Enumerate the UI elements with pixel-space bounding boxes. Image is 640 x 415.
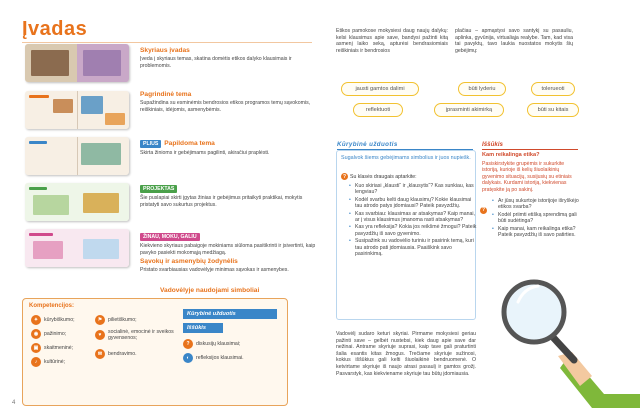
section-zinau-moku-galiu bbox=[140, 233, 320, 256]
list-item: • Kuo skiriasi „klausti“ ir „klausytis“? Kas sunkiau, kas lengviau? bbox=[355, 183, 477, 196]
monitor-icon: ▣ bbox=[31, 343, 41, 353]
issukis-underline bbox=[482, 149, 578, 150]
kurybine-box bbox=[336, 150, 476, 320]
magnifying-glass-icon bbox=[500, 268, 640, 408]
section-pagrindine-tema bbox=[140, 91, 320, 113]
intro-text-col2: plačiau – apmąstysi savo santykį su pasauliu, aplinka, gyvūnija, virtualiąja realybe. Tam, kad visa tai pavyktų, tavo laukia nuostatos mokytis šių gebėjimų: bbox=[455, 28, 573, 54]
competency-item: ♪ kultūrinė; bbox=[31, 357, 65, 367]
section-title: Sąvokų ir asmenybių žodynėlis bbox=[140, 258, 238, 265]
section-zodynelis bbox=[140, 258, 320, 274]
page-title: Įvadas bbox=[22, 18, 88, 40]
lightbulb-icon: ✦ bbox=[31, 315, 41, 325]
skill-pill: būti lyderiu bbox=[458, 82, 506, 96]
skill-pill: tolerueoti bbox=[531, 82, 575, 96]
section-text: Supažindina su esminėmis bendrosios etikos programos temų sąvokomis, reiškiniais, idėjomis, asmenybėmis. bbox=[140, 100, 311, 113]
competency-item: ♥ socialinė, emocinė ir sveikos gyvensenos; bbox=[95, 329, 175, 341]
skill-pill: reflektuoti bbox=[353, 103, 403, 117]
projektas-badge: PROJEKTAS bbox=[140, 185, 177, 193]
section-text: Įveda į skyriaus temas, skatina domėtis etikos dalyko klausimais ir problemomis. bbox=[140, 56, 292, 69]
section-title: Skyriaus įvadas bbox=[140, 47, 190, 54]
list-item: • Kas yra refleksija? Kokia jos reikšmė žmogui? Pateik pavyzdžių iš savo gyvenimo. bbox=[355, 224, 477, 237]
question-icon: ? bbox=[183, 339, 193, 349]
kurybine-task: ? Su klasės draugais aptarkite: bbox=[342, 173, 417, 180]
issukis-legend-label: Iššūkis bbox=[183, 323, 223, 333]
title-divider bbox=[22, 42, 312, 43]
discussion-legend: ? diskusijų klausimai; bbox=[183, 339, 240, 349]
section-papildoma-tema bbox=[140, 140, 320, 157]
competency-item: ▣ skaitmeninė; bbox=[31, 343, 73, 353]
plius-badge: PLIUS bbox=[140, 140, 161, 148]
list-item: • Kas svarbiau: klausimas ar atsakymas? Kaip manai, ar į visus klausimus įmanoma rasti atsakymas? bbox=[355, 211, 477, 224]
section-text: Pristato svarbiausias vadovėlyje minimas sąvokas ir asmenybes. bbox=[140, 267, 289, 273]
question-icon: ? bbox=[342, 173, 347, 180]
issukis-header: Iššūkis bbox=[482, 141, 503, 148]
issukis-intro: Pasiskirstykite grupėmis ir sukurkite istoriją, kurioje iš kelių šiuolaikinių gyvenimo situacijų, susijusių su etiniais dalykais. Kurdami istoriją, kiekvienas pratęskite ją po sakinį. bbox=[482, 161, 572, 193]
thumbnail-zinau-moku-galiu bbox=[25, 229, 129, 267]
list-item: • Kaip manai, kam reikalinga etika? Pateik pavyzdžių iš savo patirties. bbox=[498, 226, 586, 239]
reflection-legend: ◐ refleksijos klausimai. bbox=[183, 353, 244, 363]
zinau-badge: ŽINAU, MOKU, GALIU bbox=[140, 233, 200, 241]
flag-icon: ⚑ bbox=[95, 315, 105, 325]
section-skyriaus-ivadas bbox=[140, 47, 320, 69]
competency-item: ⚑ pilietiškumo; bbox=[95, 315, 137, 325]
lens-shape bbox=[504, 282, 564, 342]
list-item: • Ar jūsų sukurtoje istorijoje išryškėjo etikos svarba? bbox=[498, 198, 586, 211]
competencies-box bbox=[22, 298, 288, 406]
chat-icon: ✉ bbox=[95, 349, 105, 359]
kurybine-questions bbox=[347, 183, 477, 258]
list-item: • Kodėl priimti etišką sprendimą gali būti sudėtinga? bbox=[498, 212, 586, 225]
issukis-question-icon bbox=[480, 198, 489, 216]
list-item: • Susipažink su vadovėlio turiniu ir pasirink temą, kuri tau atrodo pati įdomiausia. Paaiškink savo pasirinkimą. bbox=[355, 238, 477, 257]
section-text: Skirta žinioms ir gebėjimams pagilinti, akiračiui praplėsti. bbox=[140, 150, 270, 156]
competency-item: ✉ bendravimo. bbox=[95, 349, 137, 359]
thumbnail-projektas bbox=[25, 183, 129, 221]
kurybine-legend-label: Kūrybinė užduotis bbox=[183, 309, 277, 319]
skill-pill: jausti gamtos dalimi bbox=[341, 82, 419, 96]
skill-pill: įprasminti akimirką bbox=[434, 103, 504, 117]
thumbnail-skyriaus-ivadas bbox=[25, 44, 129, 82]
brain-icon: ◉ bbox=[31, 329, 41, 339]
legend-title: Vadovėlyje naudojami simboliai bbox=[160, 287, 260, 294]
list-item: • Kodėl svarbu kelti daug klausimų? Kokie klausimai tau atrodo patys įdomiausi? Pateik pavyzdžių. bbox=[355, 197, 477, 210]
competency-item: ◉ pažinimo; bbox=[31, 329, 66, 339]
question-icon: ? bbox=[481, 207, 486, 213]
section-text: Šie puslapiai skirti įgytas žinias ir gebėjimus pritaikyti praktikai, mokytis pristatyti savo sukurtus projektus. bbox=[140, 195, 303, 208]
kurybine-header: Kūrybinė užduotis bbox=[337, 141, 398, 148]
section-text: Kiekvieno skyriaus pabaigoje mokiniams siūloma pasitikrinti ir įsivertinti, kaip pavyko pasiekti mokomąją medžiagą. bbox=[140, 243, 316, 256]
section-title: Pagrindinė tema bbox=[140, 91, 192, 98]
issukis-title: Kam reikalinga etika? bbox=[482, 152, 540, 158]
kurybine-intro: Sugalvok šiems gebėjimams simbolius ir juos nupiešk. bbox=[341, 155, 471, 161]
mirror-icon: ◐ bbox=[183, 353, 193, 363]
thumbnail-pagrindine-tema bbox=[25, 91, 129, 129]
intro-text-col1: Etikos pamokose mokysiesi daug naujų dalykų: kelsi klausimus apie save, bandysi pažinti kitą asmenį laiko seką, apturėsi bendrasiomiais reiškiniais ir bendrosios bbox=[336, 28, 448, 54]
skill-pill: būti su kitais bbox=[527, 103, 579, 117]
competency-item: ✦ kūrybiškumo; bbox=[31, 315, 75, 325]
page-number: 4 bbox=[12, 400, 16, 406]
heart-icon: ♥ bbox=[95, 330, 105, 340]
section-title: Papildoma tema bbox=[164, 140, 215, 147]
closing-text: Vadovėlį sudaro keturi skyriai. Pirmame mokysiesi geriau pažinti save – gelbėt nustebsi, kiek daug apie save dar nežinai. Antrame skyriuje suprasi, kaip tave gali praturtinti šalia esantis kitas žmogus. Trečiame skyriuje sužinosi, kokius iššūkius gali kelti šiuolaikinė bendruomenė. O ketvirtame skyriuje iš naujo atrasi pasaulį ir gamtos grožį. Pasvarstyk, kas kiekviename skyriuje tau būtų įdomiausia. bbox=[336, 331, 476, 377]
issukis-questions bbox=[490, 198, 586, 239]
section-projektas bbox=[140, 185, 320, 208]
mask-icon: ♪ bbox=[31, 357, 41, 367]
thumbnail-papildoma-tema bbox=[25, 137, 129, 175]
competencies-title: Kompetencijos: bbox=[29, 303, 75, 309]
